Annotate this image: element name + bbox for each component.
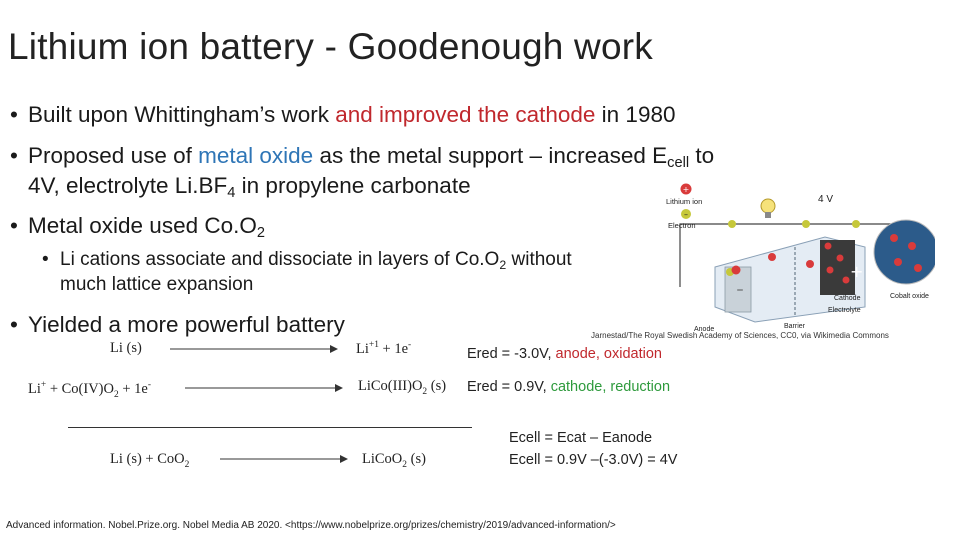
sub-bullet	[42, 247, 662, 297]
bullet-text: to	[689, 143, 715, 168]
bullet-1	[10, 100, 676, 130]
eq3-arrow	[220, 454, 350, 464]
label-voltage: 4 V	[818, 194, 834, 205]
subscript: 2	[113, 389, 119, 400]
bullet-text: Built upon Whittingham’s work	[28, 102, 336, 127]
bullet-text: Yielded a more powerful battery	[28, 312, 345, 337]
ered-label: anode, oxidation	[555, 346, 662, 362]
lithium-ion-icon	[806, 260, 814, 268]
eq-text: (s)	[427, 378, 447, 394]
label-barrier: Barrier	[784, 323, 806, 330]
lithium-ion-icon	[908, 242, 916, 250]
subscript: 2	[422, 387, 428, 397]
ecell-formula: Ecell = Ecat – Eanode	[509, 430, 653, 446]
electron-icon	[852, 220, 860, 228]
subscript: 2	[184, 460, 190, 470]
eq-text: Li (s) + CoO	[110, 451, 185, 467]
bullet-text: 4V, electrolyte Li.BF	[28, 173, 228, 198]
label-lithium-ion: Lithium ion	[666, 197, 703, 206]
lithium-ion-icon	[843, 277, 850, 284]
superscript: +1	[368, 340, 379, 350]
bullet-dot: •	[10, 102, 18, 127]
electron-charge: –	[684, 210, 688, 219]
bullet-text: in propylene carbonate	[235, 173, 471, 198]
eq-text: + Co(IV)O	[46, 380, 114, 397]
eq1-arrow	[170, 344, 340, 354]
bulb-icon	[761, 199, 775, 213]
minus-sign: –	[736, 282, 744, 298]
page-title: Lithium ion battery - Goodenough work	[8, 26, 653, 67]
bullet-highlight: metal oxide	[198, 143, 314, 168]
label-electron: Electron	[668, 221, 696, 230]
bullet-3	[10, 211, 265, 241]
cobalt-oxide-zoom	[874, 220, 935, 284]
plus-sign: +	[850, 262, 864, 281]
label-electrolyte: Electrolyte	[828, 307, 861, 314]
subscript: 4	[227, 185, 236, 201]
lithium-ion-icon	[768, 253, 776, 261]
eq3-right	[362, 451, 426, 468]
eq2-right	[358, 378, 446, 395]
lithium-ion-icon	[732, 266, 741, 275]
eq-text: (s)	[406, 451, 426, 467]
bullet-text: in 1980	[595, 102, 676, 127]
bullet-dot: •	[10, 143, 18, 168]
ered-anode	[467, 346, 662, 362]
electron-icon	[728, 220, 736, 228]
bullet-5	[10, 310, 345, 340]
lithium-ion-icon	[827, 267, 834, 274]
bullet-highlight: and improved the cathode	[335, 102, 596, 127]
superscript: -	[147, 380, 151, 390]
bullet-text: Metal oxide used Co.O	[28, 213, 257, 238]
ered-label: cathode, reduction	[550, 379, 671, 395]
ered-text: Ered = -3.0V,	[467, 346, 556, 362]
electron-icon	[802, 220, 810, 228]
label-cathode: Cathode	[834, 295, 861, 302]
bulb-base-icon	[765, 212, 771, 218]
bullet-text: Proposed use of	[28, 143, 199, 168]
ered-cathode	[467, 379, 670, 395]
footer-citation: Advanced information. Nobel.Prize.org. Nobel Media AB 2020. <https://www.nobelprize.org/prizes/chemistry/2019/advanced-information/>	[6, 520, 616, 531]
eq-text: LiCoO	[362, 451, 403, 467]
bullet-text: without	[506, 249, 572, 270]
eq-text: LiCo(III)O	[358, 378, 423, 394]
superscript: +	[40, 380, 47, 390]
label-cobalt-oxide: Cobalt oxide	[890, 293, 929, 300]
eq3-left	[110, 451, 189, 468]
ered-text: Ered = 0.9V,	[467, 379, 551, 395]
lithium-ion-icon	[825, 243, 832, 250]
eq-text: Li	[28, 380, 41, 397]
eq-text: + 1e	[118, 380, 148, 397]
eq1-left: Li (s)	[110, 340, 142, 356]
bullet-text: as the metal support – increased E	[313, 143, 668, 168]
superscript: -	[408, 340, 412, 350]
lithium-ion-icon	[890, 234, 898, 242]
eq2-arrow	[185, 383, 345, 393]
subscript: 2	[256, 225, 266, 241]
bullet-dot: •	[42, 249, 49, 270]
lithium-ion-icon	[894, 258, 902, 266]
label-anode: Anode	[694, 326, 715, 332]
eq2-left	[28, 380, 151, 398]
eq-text: Li	[356, 340, 369, 357]
bullet-dot: •	[10, 213, 18, 238]
eq1-right	[356, 340, 411, 358]
ion-charge: +	[682, 185, 690, 194]
subscript: 2	[402, 460, 407, 470]
subscript: 2	[499, 258, 507, 272]
ecell-value: Ecell = 0.9V –(-3.0V) = 4V	[509, 452, 678, 468]
bullet-text: Li cations associate and dissociate in layers of Co.O	[60, 249, 500, 270]
eq-text: + 1e	[378, 340, 409, 357]
image-credit: Jarnestad/The Royal Swedish Academy of Sciences, CC0, via Wikimedia Commons	[591, 331, 889, 340]
sum-line	[68, 427, 472, 428]
lithium-ion-icon	[914, 264, 922, 272]
lithium-ion-icon	[837, 255, 844, 262]
bullet-line-2: much lattice expansion	[60, 274, 254, 295]
subscript: cell	[667, 155, 690, 171]
bullet-dot: •	[10, 312, 18, 337]
battery-diagram	[660, 182, 935, 332]
